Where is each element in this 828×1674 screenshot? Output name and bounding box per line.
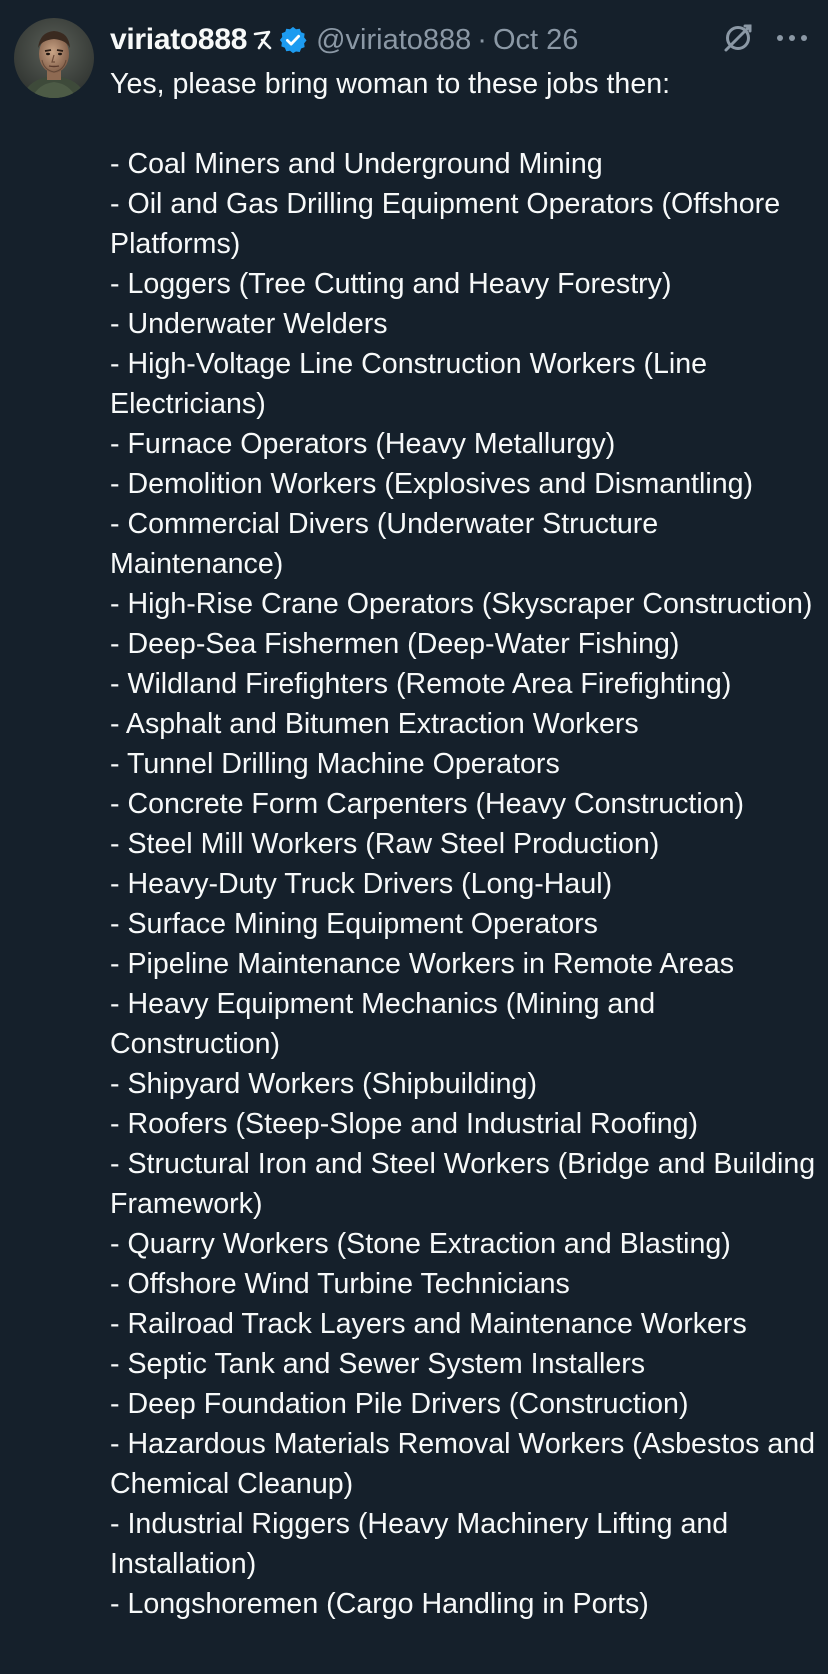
job-list-item: - Coal Miners and Underground Mining [110,148,603,180]
job-list-item: - Industrial Riggers (Heavy Machinery Lifting and Installation) [110,1508,729,1580]
avatar-portrait-image [14,18,94,98]
grok-button[interactable] [718,18,758,58]
job-list-item: - Surface Mining Equipment Operators [110,908,598,940]
more-horizontal-icon [776,34,808,42]
display-name[interactable]: viriato888 [110,23,248,56]
job-list-item: - Furnace Operators (Heavy Metallurgy) [110,428,616,460]
tweet-intro: Yes, please bring woman to these jobs then: [110,68,671,100]
job-list-item: - Loggers (Tree Cutting and Heavy Forestry) [110,268,672,300]
grok-icon [721,21,755,55]
job-list-item: - Commercial Divers (Underwater Structure Maintenance) [110,508,659,580]
job-list-item: - Tunnel Drilling Machine Operators [110,748,560,780]
job-list-item: - High-Rise Crane Operators (Skyscraper Construction) [110,588,813,620]
job-list-item: - Concrete Form Carpenters (Heavy Construction) [110,788,745,820]
verified-badge-icon[interactable] [278,25,308,55]
job-list-item: - Pipeline Maintenance Workers in Remote Areas [110,948,735,980]
job-list-item: - Asphalt and Bitumen Extraction Workers [110,708,639,740]
job-list-item: - Quarry Workers (Stone Extraction and Blasting) [110,1228,731,1260]
job-list-item: - Deep-Sea Fishermen (Deep-Water Fishing) [110,628,680,660]
avatar[interactable] [14,18,94,98]
more-options-button[interactable] [772,18,812,58]
tweet-date[interactable]: Oct 26 [492,23,579,56]
job-list-item: - Offshore Wind Turbine Technicians [110,1268,570,1300]
job-list-item: - Oil and Gas Drilling Equipment Operators (Offshore Platforms) [110,188,781,260]
job-list-item: - Roofers (Steep-Slope and Industrial Roofing) [110,1108,699,1140]
job-list-item: - Steel Mill Workers (Raw Steel Production) [110,828,660,860]
job-list-item: - Heavy-Duty Truck Drivers (Long-Haul) [110,868,613,900]
paper-plane-icon [253,29,273,51]
blank-line [110,104,822,144]
tweet-header [110,18,710,62]
job-list-item: - Shipyard Workers (Shipbuilding) [110,1068,537,1100]
user-handle[interactable]: @viriato888 [316,23,472,56]
job-list-item: - Structural Iron and Steel Workers (Bridge and Building Framework) [110,1148,816,1220]
header-separator: · [477,23,487,56]
tweet-text [110,64,822,1624]
job-list [110,144,822,1624]
job-list-item: - Wildland Firefighters (Remote Area Firefighting) [110,668,732,700]
job-list-item: - Demolition Workers (Explosives and Dismantling) [110,468,754,500]
job-list-item: - Underwater Welders [110,308,388,340]
job-list-item: - Heavy Equipment Mechanics (Mining and Construction) [110,988,656,1060]
job-list-item: - High-Voltage Line Construction Workers (Line Electricians) [110,348,708,420]
job-list-item: - Longshoremen (Cargo Handling in Ports) [110,1588,649,1620]
job-list-item: - Hazardous Materials Removal Workers (Asbestos and Chemical Cleanup) [110,1428,816,1500]
job-list-item: - Septic Tank and Sewer System Installers [110,1348,646,1380]
job-list-item: - Deep Foundation Pile Drivers (Construction) [110,1388,689,1420]
job-list-item: - Railroad Track Layers and Maintenance Workers [110,1308,747,1340]
